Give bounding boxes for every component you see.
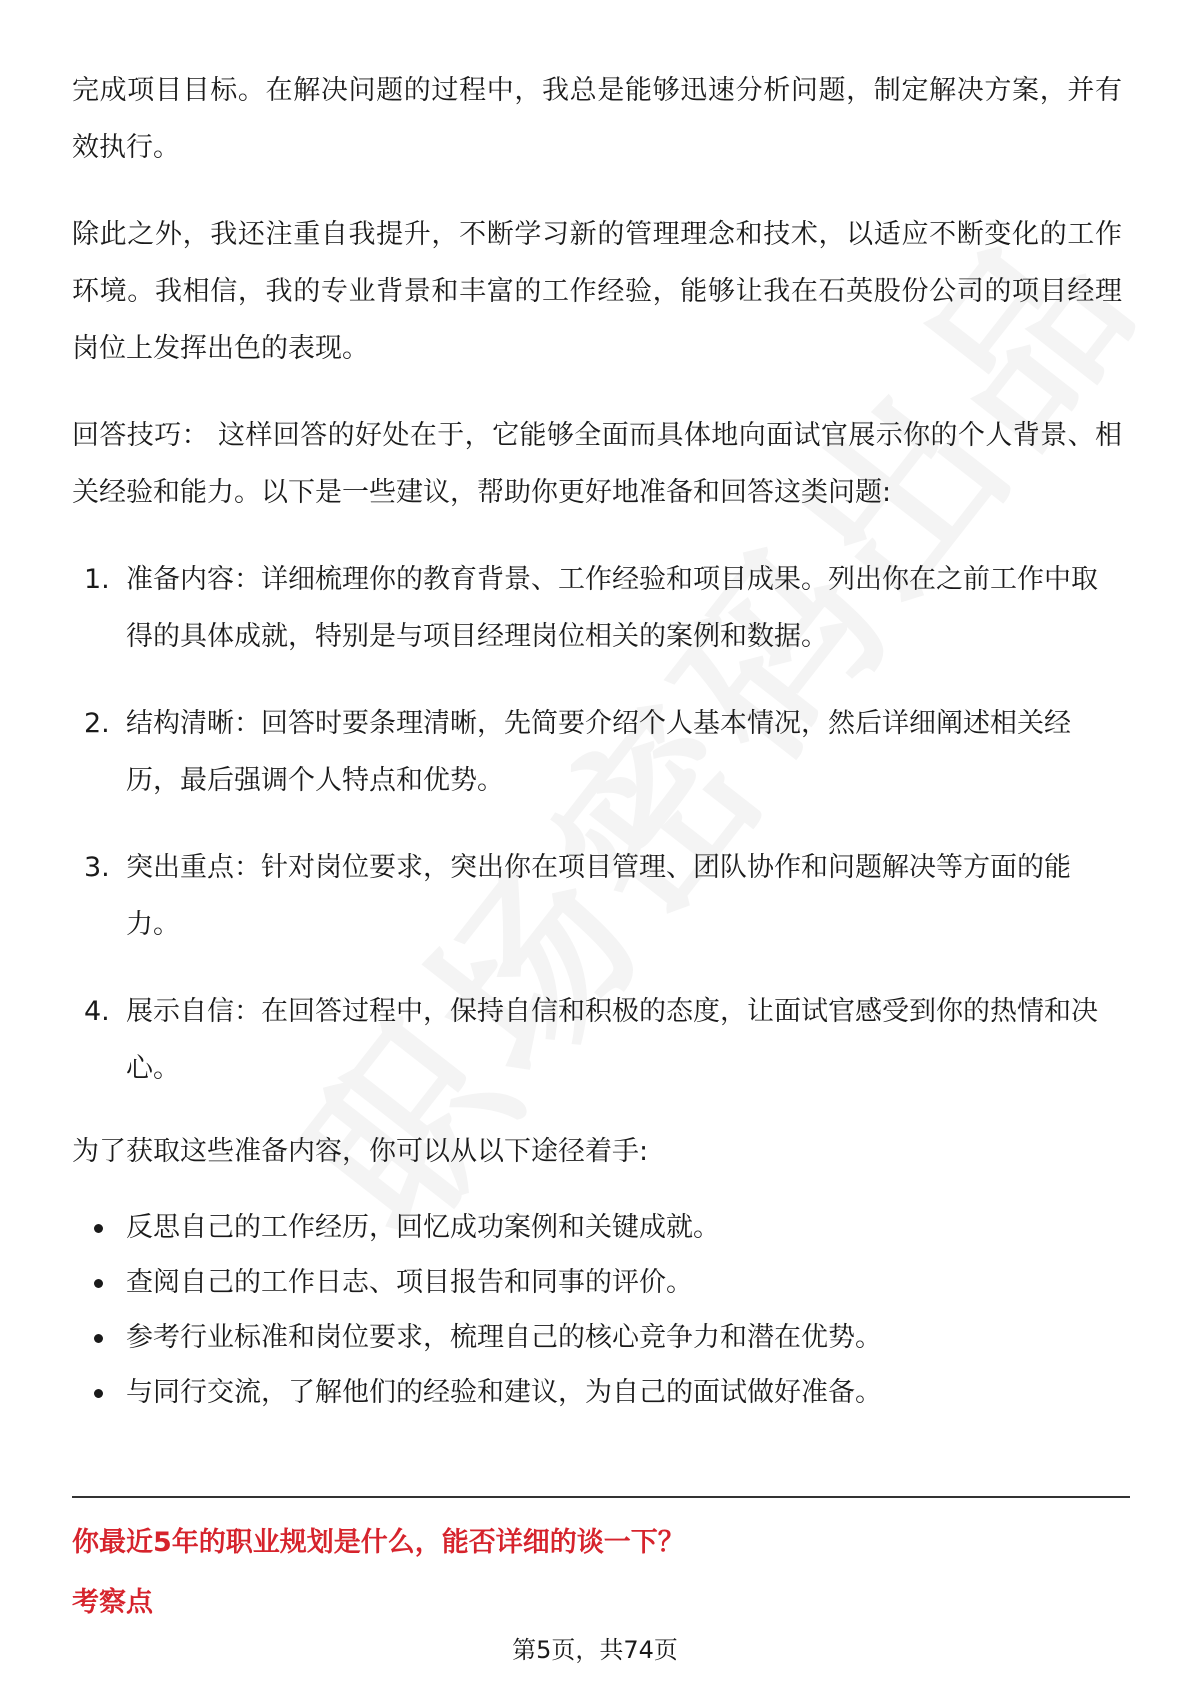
page-content bbox=[72, 62, 1122, 1420]
list-number: 1. bbox=[84, 564, 110, 595]
bullet-text: 查阅自己的工作日志、项目报告和同事的评价。 bbox=[126, 1267, 693, 1298]
bullet-icon bbox=[94, 1224, 103, 1233]
bullet-text: 参考行业标准和岗位要求，梳理自己的核心竞争力和潜在优势。 bbox=[126, 1322, 882, 1353]
section-label: 考察点 bbox=[72, 1587, 153, 1618]
question-heading: 你最近5年的职业规划是什么，能否详细的谈一下？ bbox=[72, 1527, 685, 1558]
bullet-item bbox=[72, 1200, 1122, 1255]
bullet-icon bbox=[94, 1389, 103, 1398]
list-number: 4. bbox=[84, 996, 110, 1027]
bullet-item bbox=[72, 1310, 1122, 1365]
bullet-text: 与同行交流，了解他们的经验和建议，为自己的面试做好准备。 bbox=[126, 1377, 882, 1408]
bullet-text: 反思自己的工作经历，回忆成功案例和关键成就。 bbox=[126, 1212, 720, 1243]
list-number: 2. bbox=[84, 708, 110, 739]
section-divider bbox=[72, 1496, 1130, 1498]
page-footer: 第5页，共74页 bbox=[512, 1636, 678, 1664]
list-item bbox=[72, 695, 1122, 809]
bullet-item bbox=[72, 1255, 1122, 1310]
bullet-icon bbox=[94, 1279, 103, 1288]
list-item bbox=[72, 551, 1122, 665]
tips-list bbox=[72, 551, 1122, 1097]
answer-tips-paragraph: 回答技巧： 这样回答的好处在于，它能够全面而具体地向面试官展示你的个人背景、相关经验和能力。以下是一些建议，帮助你更好地准备和回答这类问题: bbox=[72, 420, 1122, 508]
intro-paragraph: 为了获取这些准备内容，你可以从以下途径着手: bbox=[72, 1136, 649, 1167]
bullet-item bbox=[72, 1365, 1122, 1420]
list-number: 3. bbox=[84, 852, 110, 883]
bullet-icon bbox=[94, 1334, 103, 1343]
paragraph: 完成项目目标。在解决问题的过程中，我总是能够迅速分析问题，制定解决方案，并有效执行。 bbox=[72, 75, 1122, 163]
bullet-list bbox=[72, 1200, 1122, 1420]
list-item-text: 准备内容：详细梳理你的教育背景、工作经验和项目成果。列出你在之前工作中取得的具体成就，特别是与项目经理岗位相关的案例和数据。 bbox=[126, 564, 1098, 652]
list-item bbox=[72, 839, 1122, 953]
list-item bbox=[72, 983, 1122, 1097]
list-item-text: 突出重点：针对岗位要求，突出你在项目管理、团队协作和问题解决等方面的能力。 bbox=[126, 852, 1071, 940]
paragraph: 除此之外，我还注重自我提升，不断学习新的管理理念和技术，以适应不断变化的工作环境。我相信，我的专业背景和丰富的工作经验，能够让我在石英股份公司的项目经理岗位上发挥出色的表现。 bbox=[72, 219, 1122, 364]
list-item-text: 展示自信：在回答过程中，保持自信和积极的态度，让面试官感受到你的热情和决心。 bbox=[126, 996, 1098, 1084]
list-item-text: 结构清晰：回答时要条理清晰，先简要介绍个人基本情况，然后详细阐述相关经历，最后强调个人特点和优势。 bbox=[126, 708, 1071, 796]
